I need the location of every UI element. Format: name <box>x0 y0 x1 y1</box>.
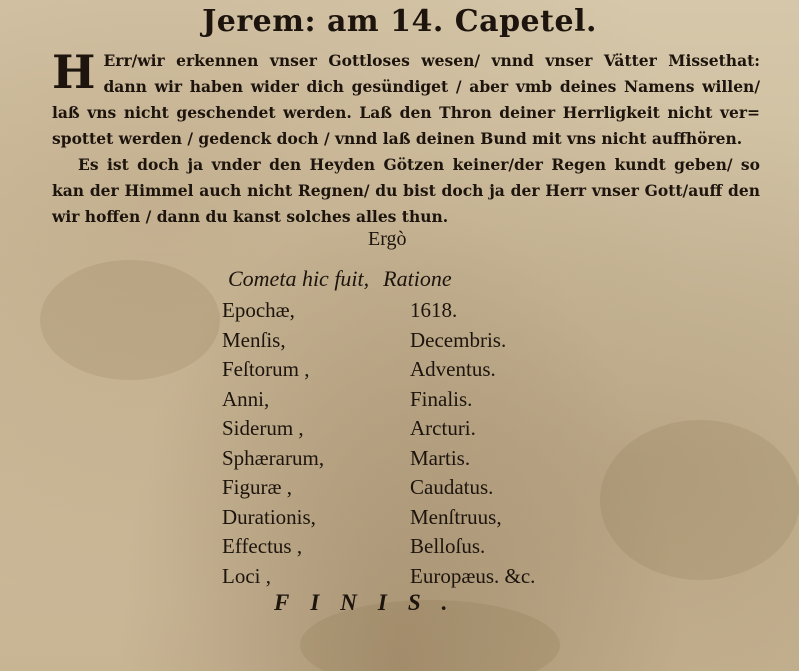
row-label: Loci , <box>222 563 271 588</box>
list-row <box>222 385 622 415</box>
list-row <box>222 355 622 385</box>
row-value: Martis. <box>410 445 471 470</box>
ratio-list <box>222 296 622 591</box>
row-label: Menſis, <box>222 327 286 352</box>
row-value: Finalis. <box>410 386 473 411</box>
list-row <box>222 562 622 592</box>
row-label: Feſtorum , <box>222 357 310 381</box>
row-value: Arcturi. <box>410 416 476 440</box>
row-value: 1618. <box>410 298 458 322</box>
row-label: Siderum , <box>222 416 304 440</box>
list-row <box>222 503 622 533</box>
paragraph-2: Es ist doch ja vnder den Heyden Götzen keiner/der Regen kundt geben/ so kan der Himmel auch nicht Regnen/ du bist doch ja der Herr vnser Gott/auff den wir hoffen / dann du kanst solches alles thun. <box>52 155 760 226</box>
list-row <box>222 296 622 326</box>
list-row <box>222 444 622 474</box>
list-row <box>222 326 622 356</box>
finis-text: FINIS. <box>274 590 469 615</box>
row-label: Anni, <box>222 386 270 411</box>
row-label: Effectus , <box>222 534 303 558</box>
paper-stain <box>40 260 220 380</box>
row-value: Caudatus. <box>410 475 494 499</box>
chapter-heading: Jerem: am 14. Capetel. <box>202 4 597 39</box>
row-value: Adventus. <box>410 357 496 381</box>
row-label: Epochæ, <box>222 298 295 322</box>
paper-stain <box>600 420 799 580</box>
cometa-phrase: Cometa hic fuit, <box>228 266 370 291</box>
list-row <box>222 414 622 444</box>
row-value: Decembris. <box>410 327 507 352</box>
row-label: Figuræ , <box>222 475 293 499</box>
row-value: Menſtruus, <box>410 504 502 529</box>
ergo-label: Ergò <box>368 228 407 250</box>
row-value: Belloſus. <box>410 534 486 558</box>
ratione-word: Ratione <box>383 266 452 291</box>
list-row <box>222 473 622 503</box>
list-row <box>222 532 622 562</box>
paragraph-1-text: Err/wir erkennen vnser Gottloses wesen/ vnnd vnser Vätter Missethat: dann wir haben wider dich gesündiget / aber vmb deines Namens willen/ laß vns nicht geschendet werden. Laß den Thron deiner Herrligkeit nicht ver= spottet werden / gedenck doch / vnnd laß deinen Bund mit vns nicht auffhören. <box>52 51 760 148</box>
scripture-passage <box>52 45 760 230</box>
drop-cap: H <box>52 45 96 99</box>
row-label: Sphærarum, <box>222 445 325 470</box>
cometa-line <box>228 266 452 292</box>
row-value: Europæus. &c. <box>410 563 536 588</box>
row-label: Durationis, <box>222 504 316 529</box>
paragraph-1 <box>52 45 760 152</box>
